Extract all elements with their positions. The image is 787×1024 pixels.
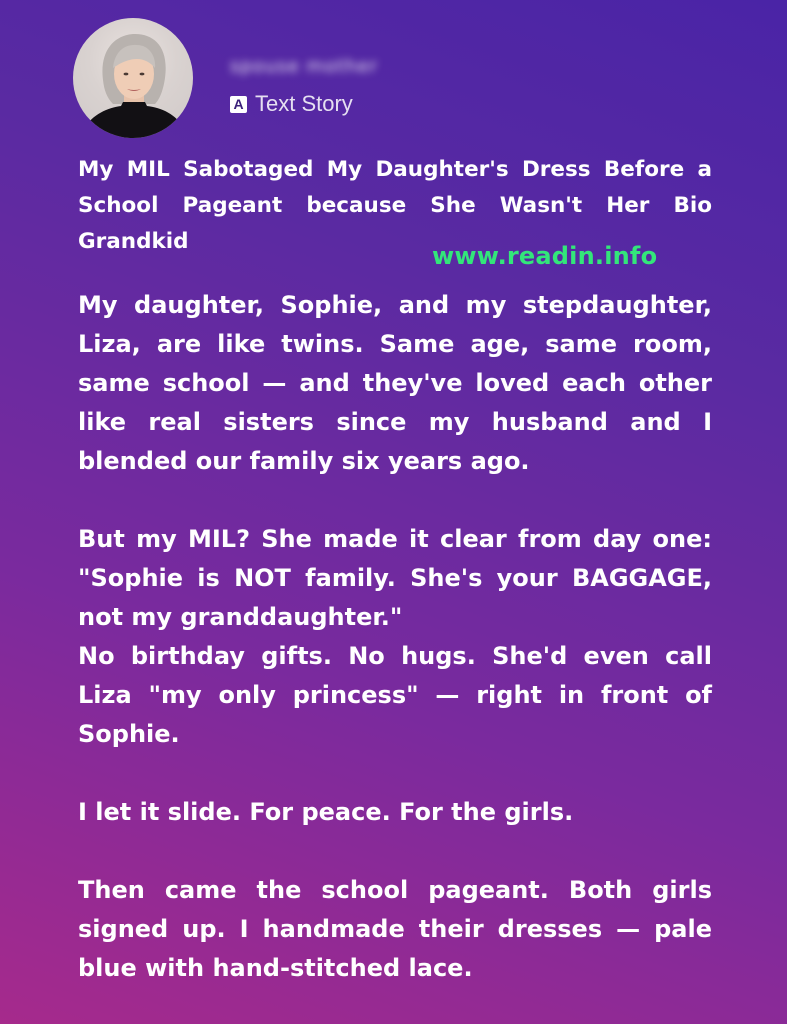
text-story-icon: A	[230, 96, 247, 113]
story-paragraph: No birthday gifts. No hugs. She'd even call Liza "my only princess" — right in front of Sophie.	[78, 642, 712, 748]
story-paragraph: My daughter, Sophie, and my stepdaughter, Liza, are like twins. Same age, same room, same school — and they've loved each other like real sisters since my husband and I blended our family six years ago.	[78, 291, 712, 475]
story-paragraph: I let it slide. For peace. For the girls.	[78, 798, 574, 826]
story-title: My MIL Sabotaged My Daughter's Dress Before a School Pageant because She Wasn't Her Bio Grandkid	[78, 157, 712, 254]
source-label-text: Text Story	[255, 91, 353, 116]
story-body	[78, 286, 712, 988]
source-label	[230, 91, 353, 117]
story-paragraph: But my MIL? She made it clear from day one: "Sophie is NOT family. She's your BAGGAGE, not my granddaughter."	[78, 525, 712, 631]
author-name[interactable]: spouse mother	[230, 56, 378, 77]
portrait-image	[73, 18, 193, 138]
watermark-url: www.readin.info	[432, 242, 658, 270]
author-avatar[interactable]	[73, 18, 193, 138]
story-paragraph: Then came the school pageant. Both girls signed up. I handmade their dresses — pale blue with hand-stitched lace.	[78, 876, 712, 982]
